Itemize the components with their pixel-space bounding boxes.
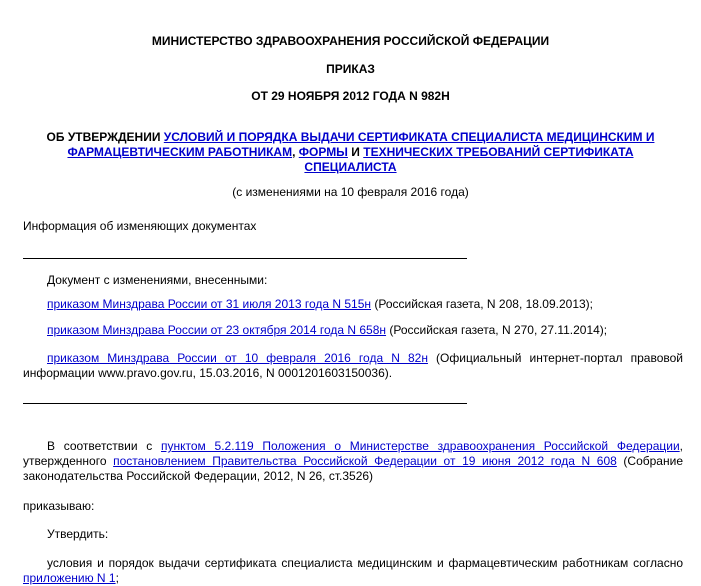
title-link-conditions-cont[interactable]: ФАРМАЦЕВТИЧЕСКИМ РАБОТНИКАМ	[67, 145, 293, 159]
amend-intro: Документ с изменениями, внесенными:	[47, 273, 268, 287]
title-link-form[interactable]: ФОРМЫ	[298, 145, 348, 159]
basis-link-decree[interactable]: постановлением Правительства Российской Федерации от 19 июня 2012 года N 608	[113, 454, 617, 468]
title-separator: ,	[292, 145, 299, 159]
info-label: Информация об изменяющих документах	[23, 219, 257, 233]
item-1-text: условия и порядок выдачи сертификата специалиста медицинским и фармацевтическим работникам согласно	[47, 556, 683, 570]
item-1-tail: ;	[115, 571, 119, 585]
title-link-tech-requirements[interactable]: ТЕХНИЧЕСКИХ ТРЕБОВАНИЙ СЕРТИФИКАТА	[363, 145, 634, 159]
title-prefix: ОБ УТВЕРЖДЕНИИ	[46, 130, 164, 144]
basis-paragraph	[23, 439, 683, 484]
basis-text: В соответствии с	[47, 439, 162, 453]
amend-note: (Российская газета, N 270, 27.11.2014);	[386, 323, 608, 337]
divider-bottom	[23, 403, 467, 404]
orders-word: приказываю:	[23, 499, 95, 513]
amend-link-82n[interactable]: приказом Минздрава России от 10 февраля 2016 года N 82н	[47, 351, 428, 365]
divider-top	[23, 258, 467, 259]
appendix-1-link[interactable]: приложению N 1	[23, 571, 116, 585]
basis-text: , утвержденного	[23, 439, 684, 468]
date-number-heading: ОТ 29 НОЯБРЯ 2012 ГОДА N 982Н	[251, 89, 450, 103]
title-link-tech-requirements-cont[interactable]: СПЕЦИАЛИСТА	[304, 160, 397, 174]
amend-item	[47, 323, 607, 337]
title-link-conditions[interactable]: УСЛОВИЙ И ПОРЯДКА ВЫДАЧИ СЕРТИФИКАТА СПЕЦИАЛИСТА МЕДИЦИНСКИМ И	[163, 130, 655, 144]
ministry-heading: МИНИСТЕРСТВО ЗДРАВООХРАНЕНИЯ РОССИЙСКОЙ ФЕДЕРАЦИИ	[151, 34, 550, 48]
document-title	[0, 130, 701, 175]
amend-item-82n	[23, 351, 683, 381]
doc-type-heading: ПРИКАЗ	[326, 62, 375, 76]
amend-item	[47, 297, 593, 311]
amend-note: (Официальный интернет-портал правовой информации www.pravo.gov.ru, 15.03.2016, N 0001201603150036).	[23, 351, 684, 380]
amend-link-658n[interactable]: приказом Минздрава России от 23 октября 2014 года N 658н	[47, 323, 387, 337]
approve-word: Утвердить:	[47, 527, 109, 541]
title-separator-and: И	[347, 145, 364, 159]
revision-note: (с изменениями на 10 февраля 2016 года)	[232, 185, 469, 199]
basis-link-regulation[interactable]: пунктом 5.2.119 Положения о Министерстве здравоохранения Российской Федерации	[161, 439, 680, 453]
item-1-paragraph	[23, 556, 683, 586]
amend-note: (Российская газета, N 208, 18.09.2013);	[371, 297, 593, 311]
amend-link-515n[interactable]: приказом Минздрава России от 31 июля 2013 года N 515н	[47, 297, 372, 311]
basis-text: (Собрание законодательства Российской Федерации, 2012, N 26, ст.3526)	[23, 454, 683, 483]
